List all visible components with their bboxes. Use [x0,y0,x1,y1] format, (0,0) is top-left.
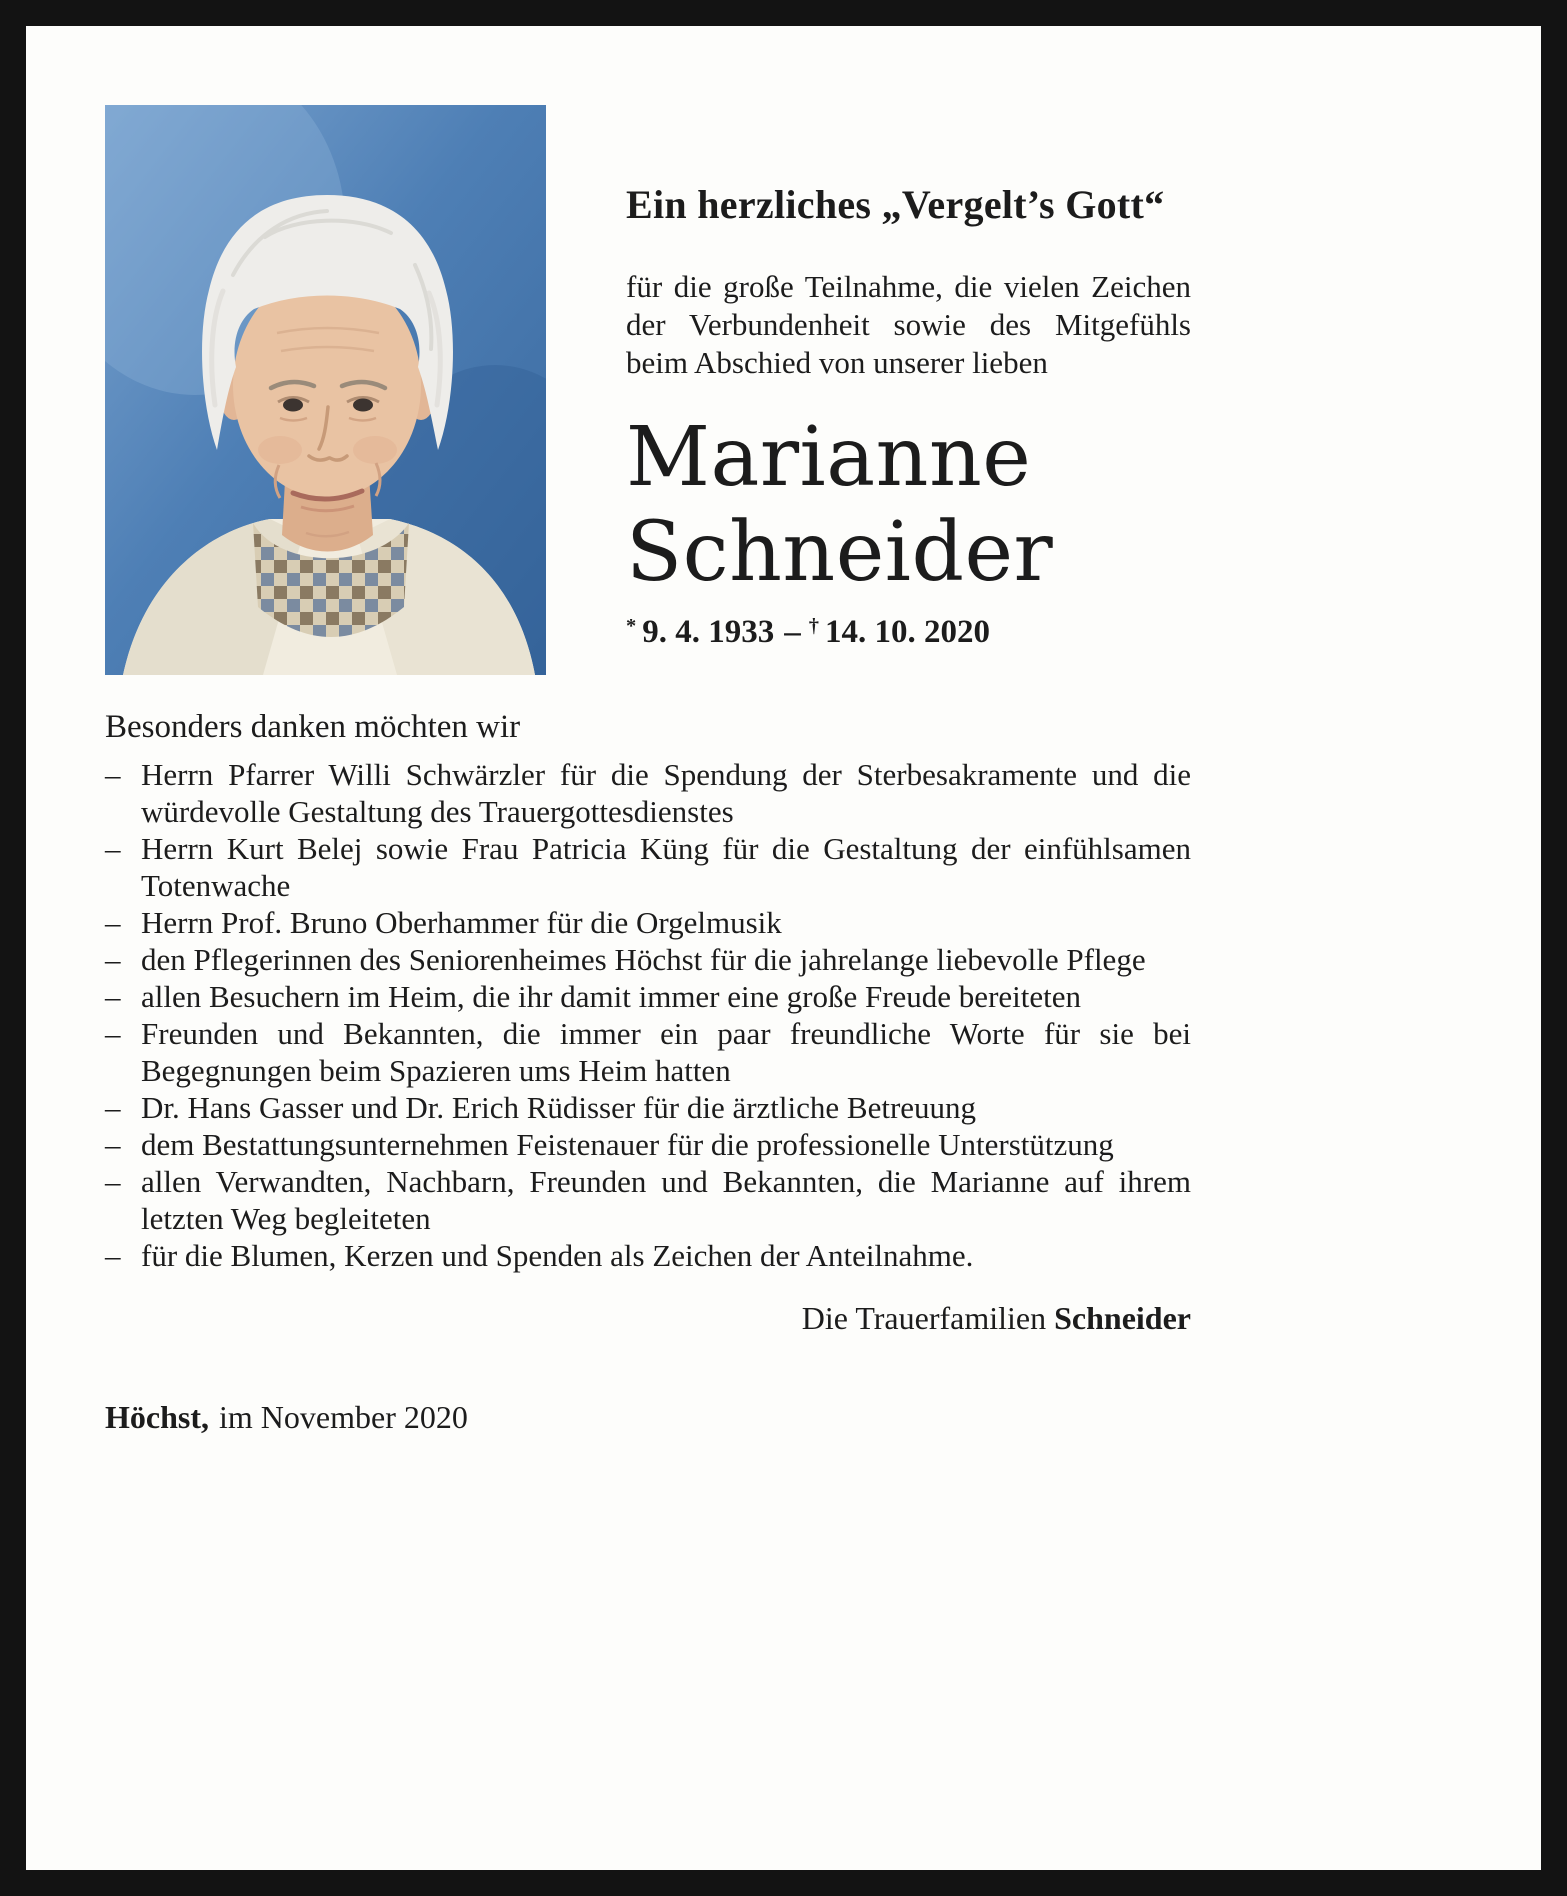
thanks-item [105,1163,1191,1237]
thanks-item [105,1237,1191,1274]
date-separator: – [784,614,801,650]
top-section [105,105,1191,675]
dash-bullet: – [105,1016,121,1051]
dash-bullet: – [105,757,121,792]
thanks-item-text: Herrn Pfarrer Willi Schwärzler für die Spendung der Sterbesakramente und die würdevolle Gestaltung des Trauergottesdienstes [141,757,1191,829]
thanks-item-text: Freunden und Bekannten, die immer ein paar freundliche Worte für sie bei Begegnungen beim Spazieren ums Heim hatten [141,1016,1191,1088]
dash-bullet: – [105,831,121,866]
thanks-item [105,756,1191,830]
place-date-line [105,1399,1191,1436]
thanks-item [105,941,1191,978]
closing-prefix: Die Trauerfamilien [801,1300,1047,1336]
dash-bullet: – [105,1090,121,1125]
death-date: 14. 10. 2020 [824,614,990,650]
thanks-item-text: für die Blumen, Kerzen und Spenden als Zeichen der Anteilnahme. [141,1238,974,1273]
dash-bullet: – [105,1164,121,1199]
right-column [626,105,1191,651]
thanks-item [105,1126,1191,1163]
dash-bullet: – [105,905,121,940]
thanks-item [105,904,1191,941]
birth-symbol: * [626,614,637,637]
thanks-heading: Besonders danken möchten wir [105,709,521,745]
deceased-name [626,410,1191,600]
thanks-item-text: den Pflegerinnen des Seniorenheimes Höchst für die jahrelange liebevolle Pflege [141,942,1146,977]
thanks-item-text: dem Bestattungsunternehmen Feistenauer für die professionelle Unterstützung [141,1127,1114,1162]
thanks-item-text: Dr. Hans Gasser und Dr. Erich Rüdisser für die ärztliche Betreuung [141,1090,977,1125]
dash-bullet: – [105,942,121,977]
portrait-illustration [105,105,546,675]
place: Höchst, [105,1399,209,1435]
thanks-item-text: allen Verwandten, Nachbarn, Freunden und Bekannten, die Marianne auf ihrem letzten Weg begleiteten [141,1164,1191,1236]
thanks-item [105,1089,1191,1126]
date: im November 2020 [219,1399,468,1435]
thanks-item [105,830,1191,904]
thanks-item-text: allen Besuchern im Heim, die ihr damit immer eine große Freude bereiteten [141,979,1082,1014]
condolence-heading: Ein herzliches „Vergelt’s Gott“ [626,182,1165,227]
thanks-list [105,756,1191,1274]
birth-date: 9. 4. 1933 [642,614,775,650]
thanks-item [105,1015,1191,1089]
deceased-first-name: Marianne [626,410,1032,505]
thanks-item [105,978,1191,1015]
dash-bullet: – [105,1238,121,1273]
thanks-item-text: Herrn Prof. Bruno Oberhammer für die Orgelmusik [141,905,782,940]
closing-line [105,1300,1191,1337]
deceased-last-name: Schneider [626,505,1054,600]
notice-content [105,105,1191,1436]
dash-bullet: – [105,979,121,1014]
thanks-item-text: Herrn Kurt Belej sowie Frau Patricia Küng für die Gestaltung der einfühlsamen Totenwache [141,831,1191,903]
dash-bullet: – [105,1127,121,1162]
closing-family-name: Schneider [1054,1300,1191,1336]
intro-paragraph: für die große Teilnahme, die vielen Zeichen der Verbundenheit sowie des Mitgefühls beim Abschied von unserer lieben [626,269,1191,380]
life-dates [626,614,1191,651]
portrait-photo [105,105,546,675]
death-symbol: † [808,614,819,637]
